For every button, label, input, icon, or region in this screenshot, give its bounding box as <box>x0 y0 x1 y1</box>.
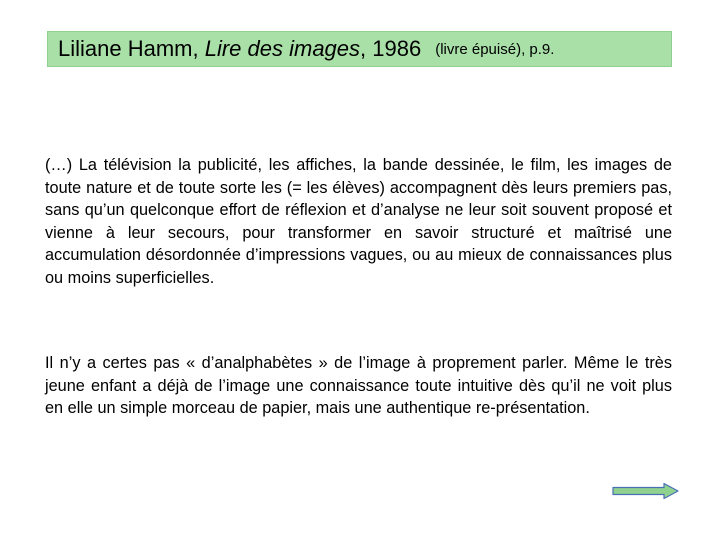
title-note: (livre épuisé), p.9. <box>435 40 555 58</box>
quote-paragraph-2: Il n’y a certes pas « d’analphabètes » de l’image à proprement parler. Même le très jeune enfant a déjà de l’image une connaissance toute intuitive dès qu’il ne voit plus en elle un simple morceau de papier, mais une authentique re-présentation. <box>45 354 672 417</box>
title-banner <box>47 31 672 67</box>
title-year: , 1986 <box>360 36 422 61</box>
title-author: Liliane Hamm, <box>58 36 205 61</box>
title-book: Lire des images <box>204 36 361 61</box>
quote-paragraph-1: (…) La télévision la publicité, les affiches, la bande dessinée, le film, les images de toute nature et de toute sorte les (= les élèves) accompagnent dès leurs premiers pas, sans qu’un quelconque effort de réflexion et d’analyse ne leur soit souvent proposé et vienne à leur secours, pour transformer en savoir structuré et maîtrisé une accumulation désordonnée d’impressions vagues, ou au mieux de connaissances plus ou moins superficielles. <box>45 156 672 287</box>
right-arrow-icon[interactable] <box>612 482 680 500</box>
title-citation <box>58 36 421 62</box>
